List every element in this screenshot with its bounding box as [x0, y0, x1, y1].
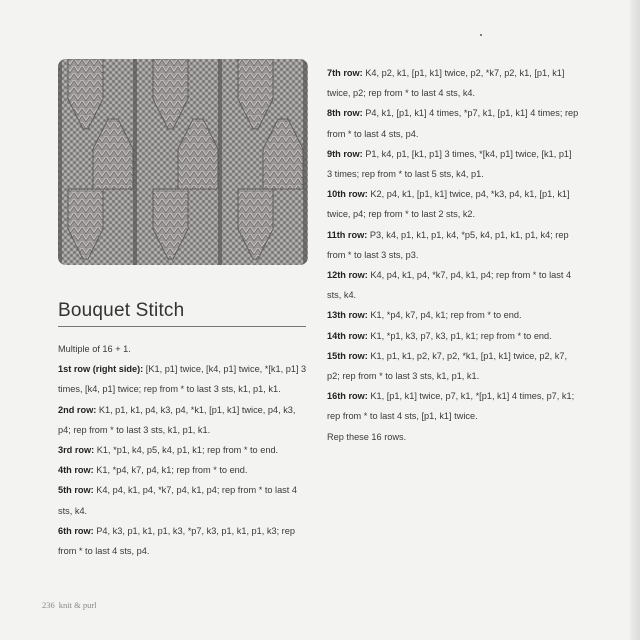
instruction-line: Multiple of 16 + 1.	[58, 344, 131, 354]
instruction-row-16: 16th row: K1, [p1, k1] twice, p7, k1, *[p1, k1] 4 times, p7, k1; rep from * to last 4 sts, [p1, k1] twice.	[327, 391, 575, 422]
page-footer	[42, 600, 97, 610]
instruction-row-8: 8th row: P4, k1, [p1, k1] 4 times, *p7, k1, [p1, k1] 4 times; rep from * to last 4 sts, p4.	[327, 108, 579, 139]
instruction-row-6: 6th row: P4, k3, p1, k1, p1, k3, *p7, k3, p1, k1, p1, k3; rep from * to last 4 sts, p4.	[58, 525, 295, 557]
section-name: knit & purl	[58, 600, 97, 610]
instruction-row-10: 10th row: K2, p4, k1, [p1, k1] twice, p4, *k3, p4, k1, [p1, k1] twice, p4; rep from * to last 2 sts, k2.	[327, 189, 570, 220]
page-edge	[630, 0, 640, 640]
instructions-right-column	[327, 63, 579, 447]
instruction-row-15: 15th row: K1, p1, k1, p2, k7, p2, *k1, [p1, k1] twice, p2, k7, p2; rep from * to last 3 sts, k1, p1, k1.	[327, 350, 568, 382]
page-number: 236	[42, 600, 55, 610]
title-divider	[58, 326, 306, 327]
instruction-row-7: 7th row: K4, p2, k1, [p1, k1] twice, p2, *k7, p2, k1, [p1, k1] twice, p2; rep from * to last 4 sts, k4.	[327, 68, 565, 99]
instruction-row-11: 11th row: P3, k4, p1, k1, p1, k4, *p5, k4, p1, k1, p1, k4; rep from * to last 3 sts, p3.	[327, 229, 569, 260]
instruction-row-13: 13th row: K1, *p4, k7, p4, k1; rep from * to end.	[327, 310, 522, 321]
instruction-row-12: 12th row: K4, p4, k1, p4, *k7, p4, k1, p4; rep from * to last 4 sts, k4.	[327, 270, 572, 301]
instruction-row-14: 14th row: K1, *p1, k3, p7, k3, p1, k1; rep from * to end.	[327, 330, 552, 341]
knit-texture-illustration	[58, 59, 308, 265]
instruction-row-2: 2nd row: K1, p1, k1, p4, k3, p4, *k1, [p1, k1] twice, p4, k3, p4; rep from * to last 3 sts, k1, p1, k1.	[58, 404, 296, 435]
instruction-row-5: 5th row: K4, p4, k1, p4, *k7, p4, k1, p4; rep from * to last 4 sts, k4.	[58, 485, 297, 516]
instruction-row-3: 3rd row: K1, *p1, k4, p5, k4, p1, k1; rep from * to end.	[58, 445, 279, 456]
instruction-row-9: 9th row: P1, k4, p1, [k1, p1] 3 times, *[k4, p1] twice, [k1, p1] 3 times; rep from * to last 5 sts, k4, p1.	[327, 148, 572, 180]
swatch-photo	[58, 59, 308, 265]
instruction-repeat: Rep these 16 rows.	[327, 431, 407, 442]
pattern-title: Bouquet Stitch	[58, 300, 185, 321]
speck	[480, 34, 482, 36]
instructions-left-column	[58, 339, 310, 561]
instruction-row-4: 4th row: K1, *p4, k7, p4, k1; rep from * to end.	[58, 465, 248, 476]
instruction-row-1: 1st row (right side): [K1, p1] twice, [k4, p1] twice, *[k1, p1] 3 times, [k4, p1] twice; rep from * to last 3 sts, k1, p1, k1.	[58, 364, 307, 395]
